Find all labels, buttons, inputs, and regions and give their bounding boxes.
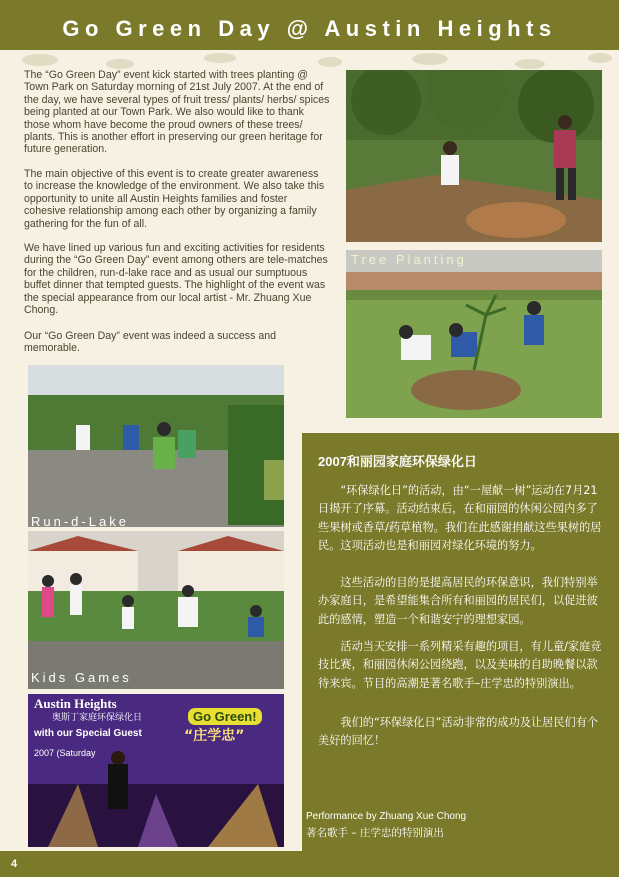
chinese-paragraph-2: 这些活动的目的是提高居民的环保意识，我们特别举办家庭日，是希望能集合所有和丽园的居民们，以促进彼此的感情，塑造一个和谐安宁的理想家园。 xyxy=(318,576,598,626)
chinese-paragraph-4: 我们的“环保绿化日”活动非常的成功及让居民们有个美好的回忆！ xyxy=(318,716,599,748)
caption-kids-games: Kids Games xyxy=(31,670,132,685)
photo-kids-games xyxy=(28,531,284,689)
caption-tree-planting: Tree Planting xyxy=(351,252,467,267)
performance-caption-cn: 著名歌手 – 庄学忠的特别演出 xyxy=(306,827,444,839)
banner-special-guest: with our Special Guest xyxy=(34,728,142,739)
article-paragraph-3: We have lined up various fun and exciting activities for residents during the “Go Green Day” event among others are tele-matches for the children, run-d-lake race and as usual our sumptuous buffet dinner that tempted guests. The highlight of the event was the special appearance from our local artist - Mr. Zhuang Xue Chong. xyxy=(24,242,328,317)
banner-date: 2007 (Saturday xyxy=(34,748,96,758)
banner-guest-name: “庄学忠” xyxy=(184,728,245,744)
footer-bar xyxy=(0,851,619,877)
banner-title: Austin Heights xyxy=(34,696,117,711)
photo-tree-planting-2 xyxy=(346,250,602,418)
photo-performance xyxy=(28,694,284,847)
banner-subtitle: 奥斯丁家庭环保绿化日 xyxy=(52,713,143,723)
photo-run-d-lake xyxy=(28,365,284,527)
performance-caption-en: Performance by Zhuang Xue Chong xyxy=(306,811,467,822)
article-paragraph-4: Our “Go Green Day” event was indeed a success and memorable. xyxy=(24,330,277,355)
photo-tree-planting-1 xyxy=(346,70,602,242)
article-paragraph-2: The main objective of this event is to create greater awareness to increase the knowledge of the environment. We also take this opportunity to unite all Austin Heights families and foster cohesive relationship among each other by organizing a family gathering for the fun of all. xyxy=(24,168,325,230)
caption-run-d-lake: Run-d-Lake xyxy=(31,514,129,529)
page-number: 4 xyxy=(11,858,18,870)
chinese-title: 2007和丽园家庭环保绿化日 xyxy=(318,454,477,469)
chinese-paragraph-3: 活动当天安排一系列精采有趣的项目，有儿童/家庭竞技比赛，和丽园休闲公园绕跑，以及美味的自助晚餐以款待来宾。节目的高潮是著名歌手–庄学忠的特别演出。 xyxy=(318,640,602,690)
banner-badge: Go Green! xyxy=(188,708,262,725)
page-title: Go Green Day @ Austin Heights xyxy=(62,16,557,41)
article-paragraph-1: The “Go Green Day” event kick started with trees planting @ Town Park on Saturday morning of 21st July 2007. At the end of the day, we have several types of fruit tress/ plants/ herbs/ spices being planted at our Town Park. We also would like to thank those whom have become the proud owners of these trees/ plants. This is another effort in preserving our green heritage for future generation. xyxy=(24,69,330,156)
chinese-paragraph-1: “环保绿化日”的活动，由“一屋献一树”运动在7月21日揭开了序幕。活动结束后，在和丽园的休闲公园内多了些果树或香草/药草植物。我们在此感谢捐献这些果树的居民。这项活动也是和丽园对绿化环境的努力。 xyxy=(318,484,602,552)
